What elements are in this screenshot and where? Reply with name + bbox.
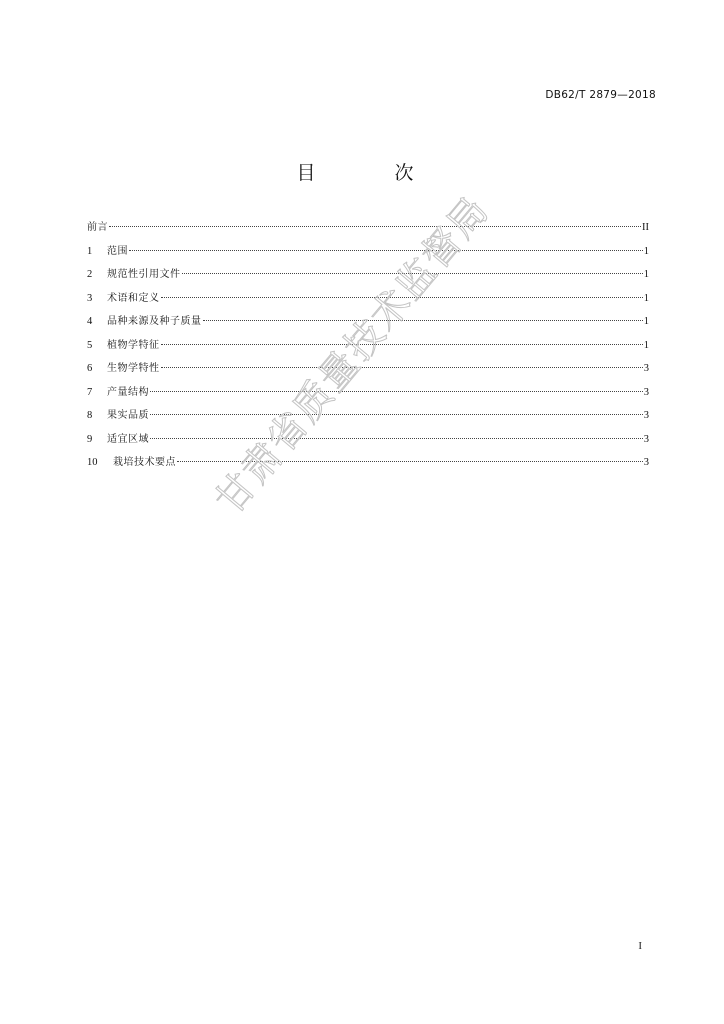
- toc-entry-page: 3: [643, 457, 649, 468]
- toc-entry-number: 7: [87, 386, 93, 398]
- toc-entry-page: 3: [643, 363, 649, 374]
- toc-entry-page: 1: [643, 316, 649, 327]
- toc-entry-page: 3: [643, 386, 649, 398]
- toc-entry-page: 1: [643, 245, 649, 257]
- toc-leader-dots: [161, 344, 643, 345]
- toc-leader-dots: [150, 438, 643, 439]
- toc-entry-page: 3: [643, 410, 649, 421]
- toc-leader-dots: [150, 414, 643, 415]
- toc-entry-foreword[interactable]: [87, 216, 649, 240]
- toc-entry-number: 10: [87, 457, 98, 468]
- toc-entry-label: 规范性引用文件: [107, 269, 181, 280]
- toc-entry-label: 栽培技术要点: [113, 457, 176, 468]
- toc-entry-terms-definitions[interactable]: [87, 287, 649, 311]
- page-number: I: [638, 940, 642, 952]
- toc-entry-label: 前言: [87, 222, 108, 233]
- toc-entry-label: 植物学特征: [107, 339, 160, 351]
- toc-entry-label: 生物学特性: [107, 363, 160, 374]
- toc-entry-label: 适宜区域: [107, 433, 149, 445]
- toc-leader-dots: [109, 226, 641, 227]
- toc-entry-normative-references[interactable]: [87, 263, 649, 287]
- toc-entry-number: 5: [87, 339, 93, 351]
- toc-entry-botanical-characteristics[interactable]: [87, 334, 649, 358]
- toc-entry-cultivation-techniques[interactable]: [87, 451, 649, 475]
- toc-entry-label: 产量结构: [107, 386, 149, 398]
- toc-entry-page: 1: [643, 292, 649, 304]
- toc-leader-dots: [150, 391, 643, 392]
- toc-entry-page: 1: [643, 339, 649, 351]
- toc-entry-number: 9: [87, 433, 93, 445]
- toc-leader-dots: [129, 250, 643, 251]
- toc-entry-page: 3: [643, 433, 649, 445]
- toc-entry-label: 术语和定义: [107, 292, 160, 304]
- toc-entry-biological-characteristics[interactable]: [87, 357, 649, 381]
- toc-entry-label: 果实品质: [107, 410, 149, 421]
- toc-leader-dots: [161, 297, 643, 298]
- toc-entry-fruit-quality[interactable]: [87, 404, 649, 428]
- toc-entry-suitable-regions[interactable]: [87, 428, 649, 452]
- toc-entry-variety-origin[interactable]: [87, 310, 649, 334]
- watermark-text: 甘肃省质量技术监督局: [206, 187, 498, 523]
- toc-entry-number: 3: [87, 292, 93, 304]
- toc-entry-number: 2: [87, 269, 93, 280]
- standard-code: DB62/T 2879—2018: [545, 89, 656, 101]
- toc-title: 目 次: [296, 162, 444, 184]
- toc-entry-number: 4: [87, 316, 93, 327]
- toc-entry-yield-structure[interactable]: [87, 381, 649, 405]
- toc-entry-page: 1: [643, 269, 649, 280]
- toc-entry-scope[interactable]: [87, 240, 649, 264]
- toc-entry-number: 8: [87, 410, 93, 421]
- toc-leader-dots: [177, 461, 643, 462]
- toc-entry-label: 范围: [107, 245, 128, 257]
- toc-leader-dots: [203, 320, 643, 321]
- toc-leader-dots: [161, 367, 643, 368]
- toc-entry-page: II: [642, 222, 649, 233]
- toc-entry-label: 品种来源及种子质量: [107, 316, 202, 327]
- toc-leader-dots: [182, 273, 643, 274]
- toc-entry-number: 6: [87, 363, 93, 374]
- toc-entry-number: 1: [87, 245, 93, 257]
- toc-list: [87, 216, 649, 475]
